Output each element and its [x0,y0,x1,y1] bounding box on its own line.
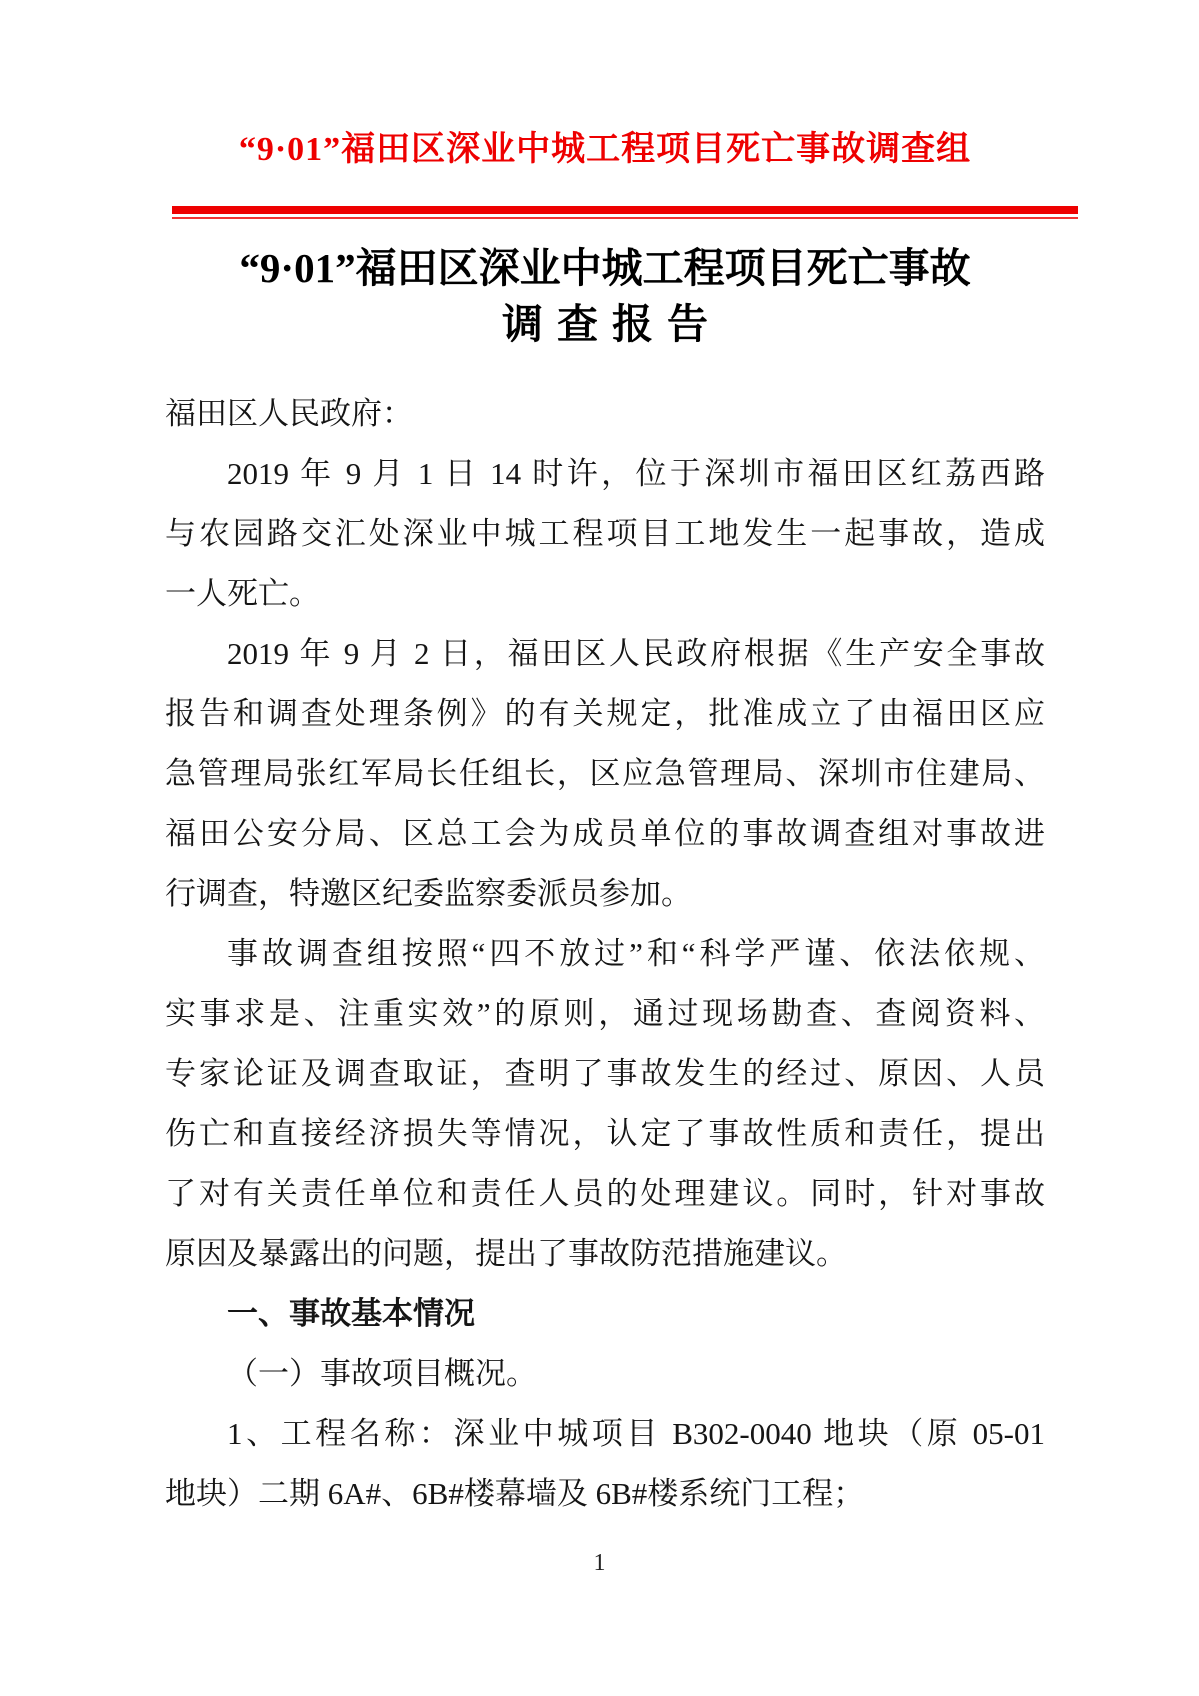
letterhead-rule [172,206,1078,219]
report-title-line1: “9·01”福田区深业中城工程项目死亡事故 [239,245,971,291]
letterhead [165,0,1045,176]
text-line: （一）事故项目概况。 [227,1356,537,1391]
report-title [165,176,1045,352]
section-heading: 一、事故基本情况 [227,1296,475,1331]
text-line: 伤亡和直接经济损失等情况，认定了事故性质和责任，提出 [165,1116,1045,1151]
page-number: 1 [593,1550,606,1576]
text-line: 与农园路交汇处深业中城工程项目工地发生一起事故，造成 [165,516,1045,551]
text-line: 原因及暴露出的问题，提出了事故防范措施建议。 [165,1236,847,1271]
text-line: 事故调查组按照“四不放过”和“科学严谨、依法依规、 [227,936,1045,971]
report-title-line2: 调查报告 [502,301,722,347]
text-line: 福田区人民政府： [165,396,413,431]
text-line: 地块）二期 6A#、6B#楼幕墙及 6B#楼系统门工程； [165,1476,865,1511]
text-line: 1、工程名称：深业中城项目 B302-0040 地块（原 05-01 [227,1416,1045,1451]
text-line: 急管理局张红军局长任组长，区应急管理局、深圳市住建局、 [165,756,1045,791]
letterhead-rule-thick [172,206,1078,214]
text-line: 实事求是、注重实效”的原则，通过现场勘查、查阅资料、 [165,996,1045,1031]
text-line: 专家论证及调查取证，查明了事故发生的经过、原因、人员 [165,1056,1045,1091]
letterhead-org-name: “9·01”福田区深业中城工程项目死亡事故调查组 [238,131,972,168]
text-line: 报告和调查处理条例》的有关规定，批准成立了由福田区应 [165,696,1045,731]
text-line: 2019 年 9 月 1 日 14 时许，位于深圳市福田区红荔西路 [227,456,1045,491]
text-line: 一人死亡。 [165,576,320,611]
report-body [165,384,1045,1524]
text-line: 福田公安分局、区总工会为成员单位的事故调查组对事故进 [165,816,1045,851]
text-line: 了对有关责任单位和责任人员的处理建议。同时，针对事故 [165,1176,1045,1211]
text-line: 行调查，特邀区纪委监察委派员参加。 [165,876,692,911]
letterhead-rule-thin [172,217,1078,219]
text-line: 2019 年 9 月 2 日，福田区人民政府根据《生产安全事故 [227,636,1045,671]
